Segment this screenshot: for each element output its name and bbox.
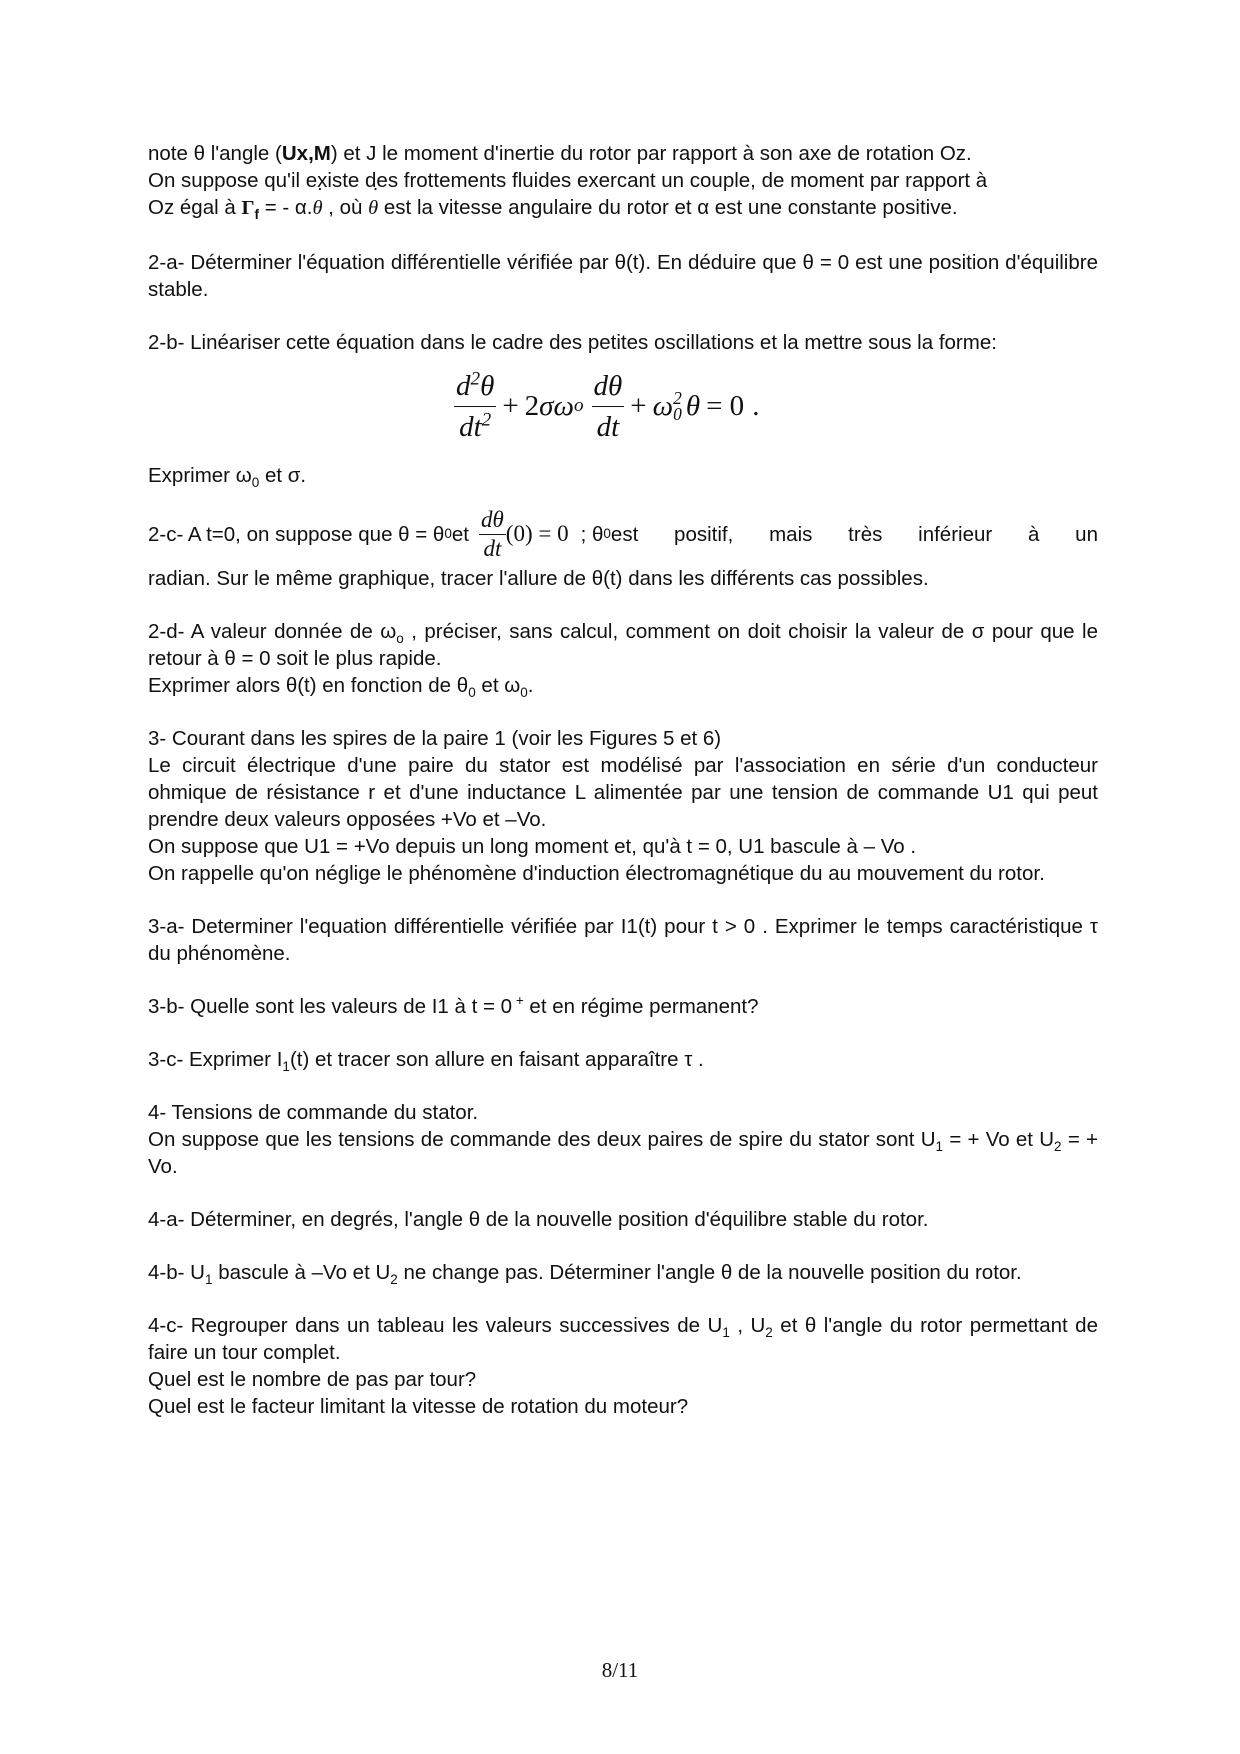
question-2c-line2: radian. Sur le même graphique, tracer l'allure de θ(t) dans les différents cas possibles.	[148, 567, 929, 590]
question-2a: 2-a- Déterminer l'équation différentielle vérifiée par θ(t). En déduire que θ = 0 est une position d'équilibre stable.	[148, 251, 1098, 301]
intro-paragraph	[148, 140, 1098, 222]
text: ,	[308, 142, 314, 165]
theta-dot: θ ˙	[368, 195, 378, 222]
first-derivative-fraction: $\frac{d\theta}{dt}$	[592, 366, 625, 447]
gamma-subscript: f	[254, 207, 260, 223]
initial-velocity-fraction: $\frac{d\theta}{dt}$	[480, 506, 504, 561]
text: ) et J le moment d'inertie du rotor par rapport à son axe de rotation Oz.	[330, 142, 972, 165]
omega0-symbol: ω	[652, 389, 674, 422]
question-4a: 4-a- Déterminer, en degrés, l'angle θ de la nouvelle position d'équilibre stable du rotor.	[148, 1208, 929, 1231]
oscillator-equation: $\frac{d^2\theta}{dt^2}$ + 2 σ ω o $\frac{d\theta}{dt}$ + ω 2 0 θ = 0 .	[148, 356, 1098, 462]
plus-sign: +	[630, 389, 647, 422]
question-4b: 4-b- $U_1$ bascule à –Vo et $U_2$ ne change pas. Déterminer l'angle θ de la nouvelle position du rotor.	[148, 1261, 1022, 1288]
question-3b: 3-b- Quelle sont les valeurs de I1 à t = 0 + et en régime permanent?	[148, 993, 759, 1018]
text: = - α.	[259, 196, 313, 219]
question-2d: 2-d- A valeur donnée de $\omega_o$ , préciser, sans calcul, comment on doit choisir la valeur de σ pour que le retour à θ = 0 soit le plus rapide. Exprimer alors θ(t) en fonction de $\theta_0$ et $\omega_0$.	[148, 620, 1098, 701]
section-3-body: Le circuit électrique d'une paire du stator est modélisé par l'association en série d'un conducteur ohmique de résistance r et d'une inductance L alimentée par une tension de commande U1 qui peut prendre deux valeurs opposées +Vo et –Vo.	[148, 754, 1098, 831]
text: , où	[322, 196, 369, 219]
question-2b: 2-b- Linéariser cette équation dans le cadre des petites oscillations et la mettre sous la forme:	[148, 331, 997, 354]
section-3-title: 3- Courant dans les spires de la paire 1 (voir les Figures 5 et 6)	[148, 727, 722, 750]
text: On suppose qu'il existe des frottements fluides exercant un couple, de moment par rapport à	[148, 169, 988, 192]
gamma-symbol: Γ	[241, 197, 255, 219]
initial-condition: (0) = 0	[505, 521, 569, 546]
vector-ux: Ux	[281, 142, 309, 165]
period: .	[752, 389, 760, 422]
page-number: 8/11	[601, 1658, 639, 1682]
question-2c-line1: 2-c- A t=0, on suppose que θ = θ 0 et $\frac{d\theta}{dt}$ (0) = 0 ; θ 0 est positif, mais très inférieur à un	[148, 506, 1098, 561]
section-4-title: 4- Tensions de commande du stator.	[148, 1101, 479, 1124]
section-4-body: On suppose que les tensions de commande des deux paires de spire du stator sont $U_1$ = + Vo et $U_2$ = + Vo.	[148, 1128, 1098, 1178]
question-2b-express: Exprimer $\omega_0$ et σ.	[148, 464, 307, 491]
text: note θ l'angle (	[148, 142, 282, 165]
question-4c-q2: Quel est le nombre de pas par tour?	[148, 1368, 477, 1391]
theta-symbol: θ	[685, 389, 701, 422]
section-3-body: On suppose que U1 = +Vo depuis un long moment et, qu'à t = 0, U1 bascule à – Vo .	[148, 835, 917, 858]
text: Oz égal à	[148, 196, 242, 219]
document-page	[148, 140, 1098, 1420]
coefficient: 2	[524, 389, 540, 422]
plus-sign: +	[502, 389, 519, 422]
sigma-symbol: σ	[539, 389, 554, 422]
question-3c: 3-c- Exprimer $I_1(t)$ et tracer son allure en faisant apparaître τ .	[148, 1048, 704, 1075]
omega-symbol: ω	[553, 389, 574, 422]
question-4c-q3: Quel est le facteur limitant la vitesse de rotation du moteur?	[148, 1395, 689, 1418]
second-derivative-fraction: $\frac{d^2\theta}{dt^2}$	[454, 366, 496, 447]
theta-dot: θ ˙	[312, 195, 322, 222]
vector-m: M	[313, 142, 331, 165]
equals-zero: = 0	[706, 389, 745, 422]
section-3-body: On rappelle qu'on néglige le phénomène d'induction électromagnétique du au mouvement du rotor.	[148, 862, 1045, 885]
text: est la vitesse angulaire du rotor et α est une constante positive.	[378, 196, 958, 219]
question-4c: 4-c- Regrouper dans un tableau les valeurs successives de $U_1$ , $U_2$ et θ l'angle du rotor permettant de faire un tour complet.	[148, 1314, 1098, 1364]
question-3a: 3-a- Determiner l'equation différentielle vérifiée par I1(t) pour t > 0 . Exprimer le temps caractéristique τ du phénomène.	[148, 915, 1098, 965]
